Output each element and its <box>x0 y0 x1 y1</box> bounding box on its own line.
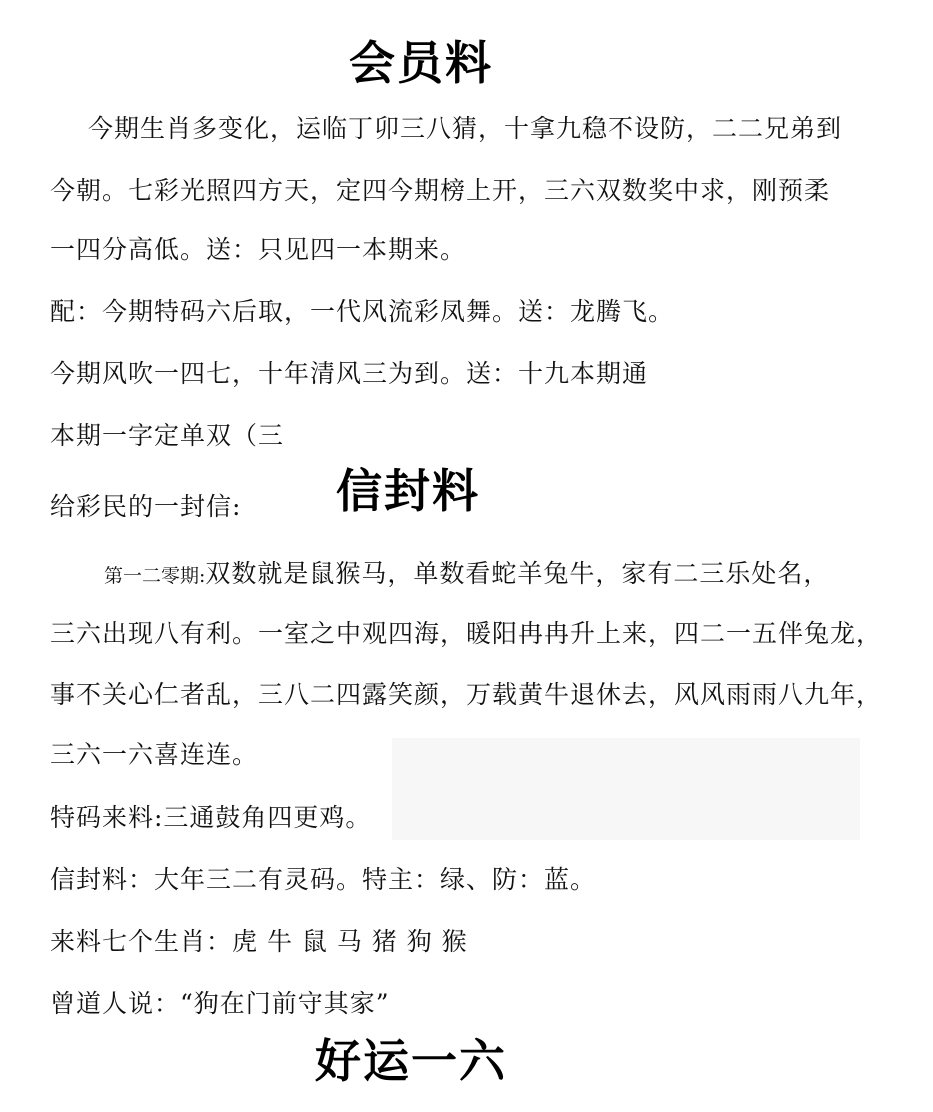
title-good-luck: 好运一六 <box>315 1034 507 1088</box>
poem-period-prefix: 第一二零期: <box>104 565 206 587</box>
title-member-material: 会员料 <box>349 36 493 90</box>
para1-line1: 今期生肖多变化，运临丁卯三八猜，十拿九稳不设防，二二兄弟到 <box>88 114 843 143</box>
poem-line2: 三六出现八有利。一室之中观四海，暖阳冉冉升上来，四二一五伴兔龙， <box>50 619 883 648</box>
poem-line1-text: 双数就是鼠猴马，单数看蛇羊兔牛，家有二三乐处名， <box>205 559 830 588</box>
seven-zodiac-line: 来料七个生肖：虎 牛 鼠 马 猪 狗 猴 <box>50 927 468 956</box>
single-double-line: 本期一字定单双（三 <box>50 421 285 450</box>
wind-line: 今期风吹一四七，十年清风三为到。送：十九本期通 <box>50 359 649 388</box>
special-code-line: 特码来料:三通鼓角四更鸡。 <box>50 803 372 832</box>
poem-line4: 三六一六喜连连。 <box>50 740 259 769</box>
letter-label: 给彩民的一封信: <box>50 492 242 521</box>
para1-line3: 一四分高低。送：只见四一本期来。 <box>50 235 467 264</box>
envelope-line: 信封料：大年三二有灵码。特主：绿、防：蓝。 <box>50 865 597 894</box>
poem-line1 <box>104 561 829 586</box>
background-shade <box>392 738 860 840</box>
daoist-quote-line: 曾道人说：“狗在门前守其家” <box>50 989 390 1018</box>
para1-line2: 今朝。七彩光照四方天，定四今期榜上开，三六双数奖中求，刚预柔 <box>50 176 831 205</box>
pei-line: 配：今期特码六后取，一代风流彩凤舞。送：龙腾飞。 <box>50 297 675 326</box>
title-envelope-material: 信封料 <box>336 464 480 518</box>
poem-line3: 事不关心仁者乱，三八二四露笑颜，万载黄牛退休去，风风雨雨八九年， <box>50 680 883 709</box>
